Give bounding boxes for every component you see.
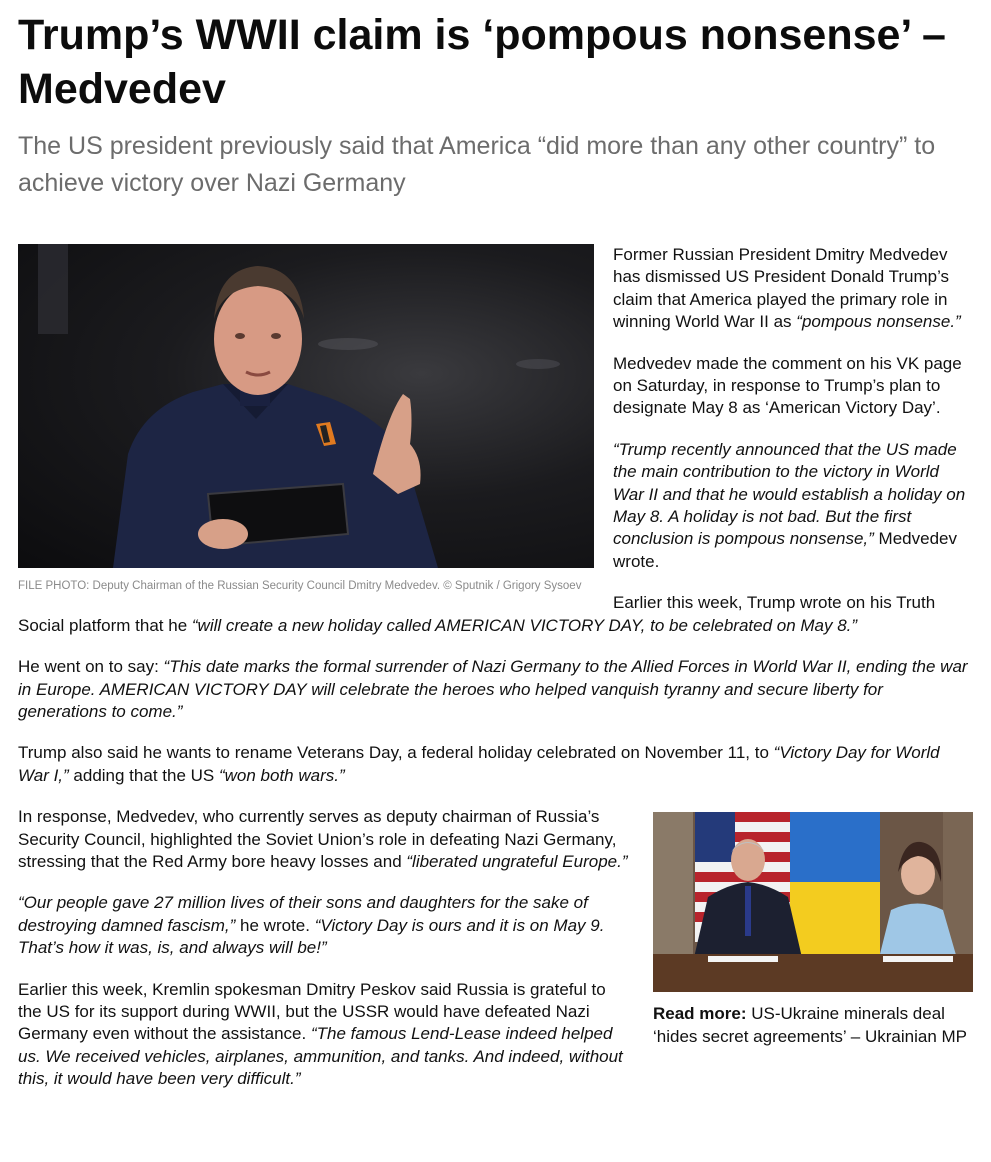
paragraph (18, 656, 973, 723)
paragraph-text: Earlier this week, Trump wrote on his Truth Social platform that he (18, 593, 936, 635)
paragraph (18, 592, 973, 637)
paragraph-text: In response, Medvedev, who currently serves as deputy chairman of Russia’s Security Council, highlighted the Soviet Union’s role in defeating Nazi Germany, stressing that the Red Army bore heavy losses and (18, 807, 617, 871)
article-body (18, 244, 973, 1091)
paragraph-text: Earlier this week, Kremlin spokesman Dmitry Peskov said Russia is grateful to the US for its support during WWII, but the USSR would have defeated Nazi Germany even without the assistance. (18, 979, 606, 1044)
main-photo[interactable] (18, 244, 594, 568)
paragraph-text: adding that the US (68, 765, 219, 785)
article-title: Trump’s WWII claim is ‘pompous nonsense’ – Medvedev (18, 11, 946, 113)
quote: “won both wars.” (218, 765, 345, 785)
quote: “Trump recently announced that the US made the main contribution to the victory in World War II and that he would establish a holiday on May 8. A holiday is not bad. But the first conclusion is pompous nonsense,” (613, 439, 966, 549)
paragraph-text: Former Russian President Dmitry Medvedev has dismissed US President Donald Trump’s claim that America played the primary role in winning World War II as (613, 245, 950, 332)
related-article-link[interactable] (653, 1003, 973, 1048)
quote: “liberated ungrateful Europe.” (406, 851, 628, 871)
paragraph-text: he wrote. (235, 915, 315, 935)
signing-photo-illustration (653, 812, 973, 992)
paragraph-text: Trump also said he wants to rename Veterans Day, a federal holiday celebrated on November 11, to (18, 743, 774, 763)
quote: “The famous Lend-Lease indeed helped us. We received vehicles, airplanes, ammunition, and tanks. And indeed, without this, it would have been very difficult.” (18, 1024, 623, 1089)
quote: “will create a new holiday called AMERICAN VICTORY DAY, to be celebrated on May 8.” (191, 615, 858, 635)
medvedev-photo-illustration (18, 244, 594, 568)
paragraph (18, 742, 973, 787)
quote: “Our people gave 27 million lives of their sons and daughters for the sake of destroying damned fascism,” (18, 893, 588, 935)
paragraph-text: Medvedev made the comment on his VK page on Saturday, in response to Trump’s plan to designate May 8 as ‘American Victory Day’. (613, 353, 962, 418)
main-figure (18, 244, 594, 594)
quote: “Victory Day for World War I,” (18, 743, 940, 785)
paragraph-text: He went on to say: (18, 657, 164, 677)
read-more-title[interactable]: US-Ukraine minerals deal ‘hides secret agreements’ – Ukrainian MP (653, 1004, 968, 1046)
quote: “Victory Day is ours and it is on May 9. That’s how it was, is, and always will be!” (18, 915, 605, 958)
read-more-label: Read more: (653, 1004, 747, 1024)
paragraph-text: Medvedev wrote. (613, 529, 957, 571)
quote: “pompous nonsense.” (796, 312, 961, 332)
related-article-photo[interactable] (653, 812, 973, 992)
article-subtitle: The US president previously said that America “did more than any other country” to achieve victory over Nazi Germany (18, 132, 936, 197)
quote: “This date marks the formal surrender of Nazi Germany to the Allied Forces in World War II, ending the war in Europe. AMERICAN VICTORY DAY will celebrate the heroes who helped vanquish tyranny and secure liberty for generations to come.” (18, 657, 968, 721)
related-article-card[interactable] (653, 812, 973, 1048)
photo-caption: FILE PHOTO: Deputy Chairman of the Russian Security Council Dmitry Medvedev. © Sputnik / Grigory Sysoev (18, 580, 582, 592)
